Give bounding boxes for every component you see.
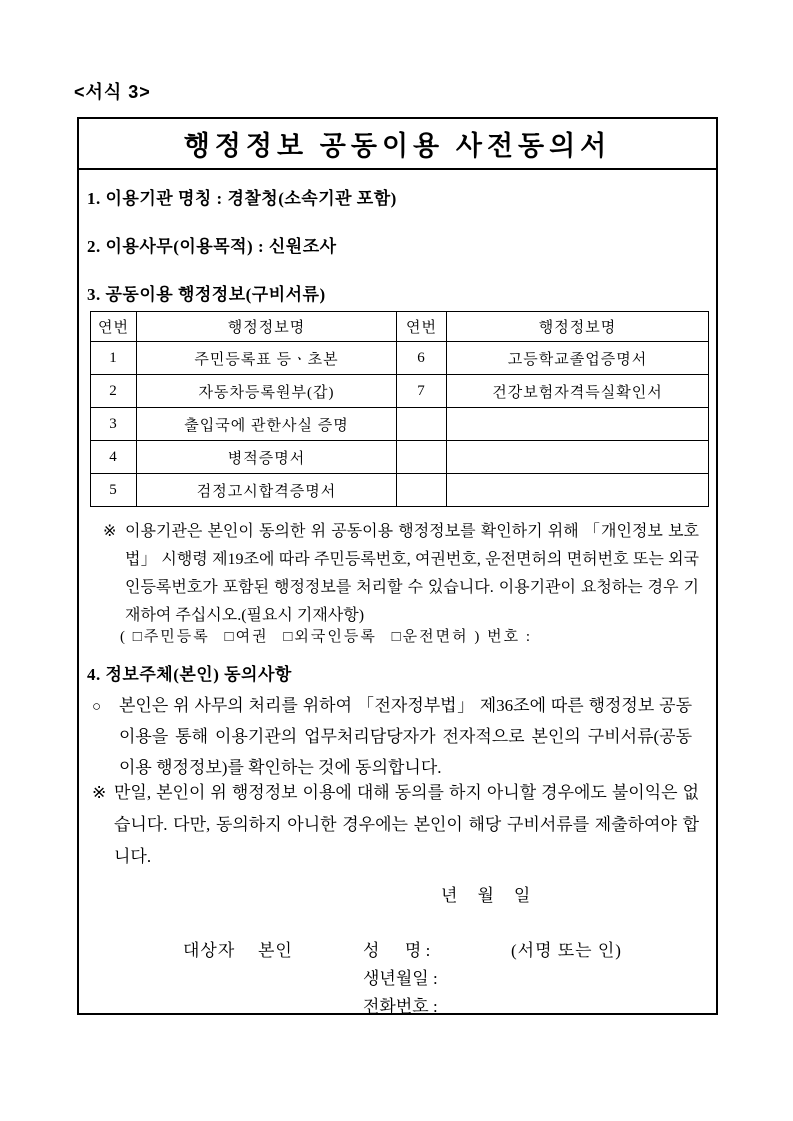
name-cell: [447, 408, 709, 441]
serial-cell: [397, 441, 447, 474]
subject-label: 대상자: [183, 941, 236, 960]
checkbox-icon: □: [283, 629, 295, 645]
header-name-left: 행정정보명: [137, 312, 397, 342]
header-serial-right: 연번: [397, 312, 447, 342]
serial-cell: 4: [91, 441, 137, 474]
signature-or-seal-label: (서명 또는 인): [511, 941, 622, 960]
serial-cell: 3: [91, 408, 137, 441]
id-number-line: [120, 625, 532, 646]
serial-cell: 1: [91, 342, 137, 375]
name-cell: 출입국에 관한사실 증명: [137, 408, 397, 441]
disadvantage-note-text: 만일, 본인이 위 행정정보 이용에 대해 동의를 하지 아니할 경우에도 불이익은 없습니다. 다만, 동의하지 아니한 경우에는 본인이 해당 구비서류를 제출하여야 합니다.: [114, 783, 699, 866]
phone-field-label: 전화번호 :: [363, 997, 438, 1016]
name-cell: 고등학교졸업증명서: [447, 342, 709, 375]
name-cell: 자동차등록원부(갑): [137, 375, 397, 408]
name-cell: [447, 474, 709, 507]
option-foreigner-registration: [283, 629, 377, 645]
table-row: [91, 441, 709, 474]
reference-mark-icon: ※: [103, 523, 117, 540]
checkbox-icon: □: [224, 629, 236, 645]
header-serial-left: 연번: [91, 312, 137, 342]
consent-paragraph: [92, 690, 692, 783]
name-cell: 병적증명서: [137, 441, 397, 474]
serial-cell: [397, 474, 447, 507]
serial-cell: [397, 408, 447, 441]
reference-mark-icon: ※: [92, 783, 107, 802]
open-paren: (: [120, 629, 127, 645]
disadvantage-note: [92, 777, 699, 873]
serial-cell: 6: [397, 342, 447, 375]
option-resident-registration: [133, 629, 210, 645]
section-3-heading: 3. 공동이용 행정정보(구비서류): [87, 285, 326, 304]
option-label: 외국인등록: [294, 629, 377, 645]
name-field-label: 성 명 :: [363, 941, 431, 960]
checkbox-icon: □: [132, 629, 144, 645]
section-4-heading: 4. 정보주체(본인) 동의사항: [87, 665, 292, 684]
table-row: [91, 342, 709, 375]
form-border: [77, 117, 718, 1015]
privacy-law-note-text: 이용기관은 본인이 동의한 위 공동이용 행정정보를 확인하기 위해 「개인정보 보호법」 시행령 제19조에 따라 주민등록번호, 여권번호, 운전면허의 면허번호 또는 외국인등록번호가 포함된 행정정보를 처리할 수 있습니다. 이용기관이 요청하는 경우 기재하여 주십시오.(필요시 기재사항): [125, 523, 699, 624]
number-field-label: ) 번호 :: [474, 629, 533, 645]
form-number-tag: <서식 3>: [74, 82, 151, 102]
checkbox-icon: □: [391, 629, 403, 645]
month-label: 월: [477, 886, 494, 905]
name-cell: [447, 441, 709, 474]
year-label: 년: [441, 886, 458, 905]
day-label: 일: [513, 886, 531, 905]
serial-cell: 7: [397, 375, 447, 408]
subject-value: 본인: [258, 941, 293, 960]
option-label: 주민등록: [143, 629, 210, 645]
privacy-law-note: [103, 518, 699, 630]
serial-cell: 5: [91, 474, 137, 507]
name-cell: 검정고시합격증명서: [137, 474, 397, 507]
option-label: 운전면허: [402, 629, 469, 645]
table-row: [91, 375, 709, 408]
name-cell: 주민등록표 등ㆍ초본: [137, 342, 397, 375]
table-header-row: [91, 312, 709, 342]
section-1-heading: 1. 이용기관 명칭 : 경찰청(소속기관 포함): [87, 189, 397, 208]
header-name-right: 행정정보명: [447, 312, 709, 342]
page-title: 행정정보 공동이용 사전동의서: [79, 119, 716, 170]
serial-cell: 2: [91, 375, 137, 408]
option-drivers-license: [392, 629, 469, 645]
circle-bullet-icon: ○: [92, 699, 102, 715]
section-2-heading: 2. 이용사무(이용목적) : 신원조사: [87, 237, 337, 256]
table-row: [91, 474, 709, 507]
option-passport: [225, 629, 269, 645]
consent-text: 본인은 위 사무의 처리를 위하여 「전자정부법」 제36조에 따른 행정정보 공동이용을 통해 이용기관의 업무처리담당자가 전자적으로 본인의 구비서류(공동이용 행정정보)를 확인하는 것에 동의합니다.: [119, 696, 692, 777]
option-label: 여권: [235, 629, 269, 645]
date-line: [441, 881, 530, 906]
table-row: [91, 408, 709, 441]
name-cell: 건강보험자격득실확인서: [447, 375, 709, 408]
birthdate-field-label: 생년월일 :: [363, 969, 438, 988]
admin-info-table: [90, 311, 709, 507]
